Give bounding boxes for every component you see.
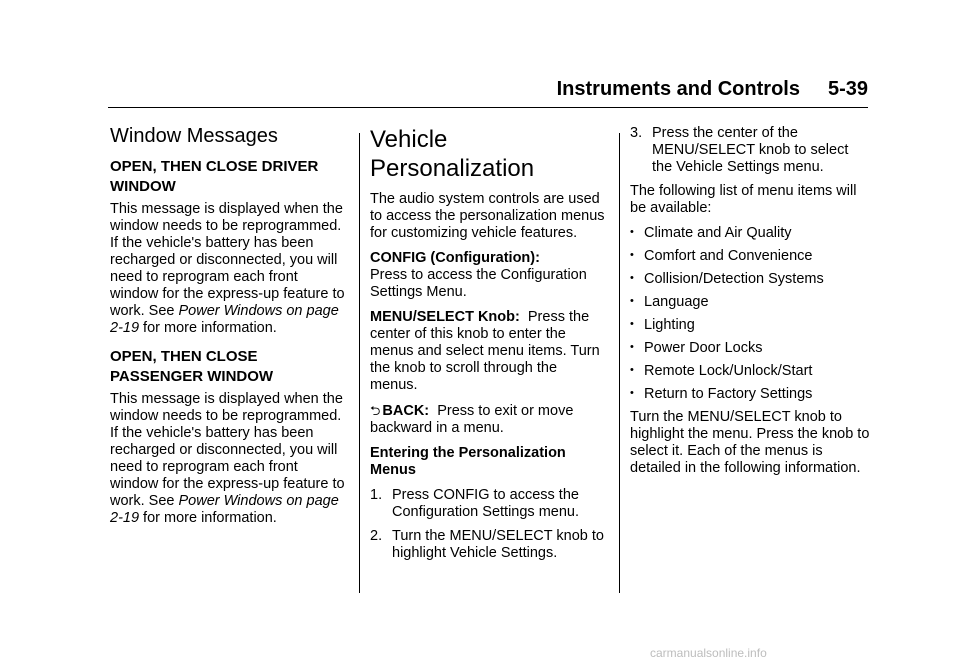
section-heading-vehicle-personalization: Vehicle Personalization bbox=[370, 126, 535, 182]
step-text: Press the center of the MENU/SELECT knob to select the Vehicle Settings menu. bbox=[652, 125, 849, 175]
list-item bbox=[370, 487, 608, 521]
msg1-body: This message is displayed when the window needs to be reprogrammed. If the vehicle's battery has been recharged or disconnected, you will need to reprogram each front window for the express-up feature to work. See bbox=[110, 201, 345, 319]
step-text: Turn the MENU/SELECT knob to highlight Vehicle Settings. bbox=[392, 528, 604, 561]
section-heading-window-messages: Window Messages bbox=[110, 125, 278, 147]
bullet-icon: • bbox=[630, 272, 634, 284]
knob-label: MENU/SELECT Knob: bbox=[370, 309, 520, 325]
column-divider-1 bbox=[359, 133, 360, 593]
msg2-paragraph bbox=[110, 391, 347, 527]
header-rule bbox=[108, 107, 868, 108]
back-label: BACK: bbox=[382, 403, 430, 419]
step-number: 1. bbox=[370, 487, 383, 503]
back-text: Press to exit or move backward in a menu. bbox=[370, 403, 574, 436]
bullet-icon: • bbox=[630, 295, 634, 307]
bullet-icon: • bbox=[630, 364, 634, 376]
list-item bbox=[630, 386, 870, 403]
watermark: carmanualsonline.info bbox=[650, 646, 767, 660]
bullet-icon: • bbox=[630, 341, 634, 353]
column-vehicle-personalization bbox=[370, 125, 608, 569]
msg2-cross-reference[interactable]: Power Windows on page 2-19 bbox=[110, 493, 339, 526]
column-menu-items bbox=[630, 125, 870, 485]
list-item bbox=[630, 125, 870, 176]
msg2-body: This message is displayed when the window needs to be reprogrammed. If the vehicle's battery has been recharged or disconnected, you will need to reprogram each front window for the express-up feature to work. See bbox=[110, 391, 345, 509]
list-item bbox=[630, 225, 870, 242]
list-item bbox=[630, 248, 870, 265]
back-arrow-icon: ⮌ bbox=[370, 403, 381, 418]
bullet-icon: • bbox=[630, 387, 634, 399]
msg1-cross-reference[interactable]: Power Windows on page 2-19 bbox=[110, 303, 339, 336]
config-label: CONFIG (Configuration): bbox=[370, 250, 540, 266]
list-outro: Turn the MENU/SELECT knob to highlight the menu. Press the knob to select it. Each of the menus is detailed in the following information. bbox=[630, 409, 870, 476]
steps-list-continued bbox=[630, 125, 870, 176]
msg1-paragraph bbox=[110, 201, 347, 337]
knob-paragraph bbox=[370, 309, 608, 394]
list-item bbox=[630, 317, 870, 334]
step-number: 2. bbox=[370, 528, 383, 544]
config-text: Press to access the Configuration Settings Menu. bbox=[370, 267, 587, 300]
step-number: 3. bbox=[630, 125, 643, 141]
column-divider-2 bbox=[619, 133, 620, 593]
section-title: Instruments and Controls bbox=[556, 78, 800, 100]
menu-item-label: Language bbox=[644, 294, 709, 310]
page-number: 5-39 bbox=[827, 78, 868, 100]
list-intro: The following list of menu items will be available: bbox=[630, 183, 857, 216]
list-item bbox=[370, 528, 608, 562]
list-item bbox=[630, 294, 870, 311]
list-item bbox=[630, 340, 870, 357]
menu-items-list bbox=[630, 225, 870, 403]
menu-item-label: Power Door Locks bbox=[644, 340, 763, 356]
menu-item-label: Collision/Detection Systems bbox=[644, 271, 824, 287]
menu-item-label: Comfort and Convenience bbox=[644, 248, 813, 264]
entering-heading: Entering the Personalization Menus bbox=[370, 445, 566, 478]
msg1-tail: for more information. bbox=[139, 320, 277, 336]
menu-item-label: Climate and Air Quality bbox=[644, 225, 792, 241]
vp-intro: The audio system controls are used to access the personalization menus for customizing vehicle features. bbox=[370, 191, 605, 241]
column-window-messages bbox=[110, 125, 347, 535]
bullet-icon: • bbox=[630, 318, 634, 330]
bullet-icon: • bbox=[630, 226, 634, 238]
msg1-heading: OPEN, THEN CLOSE DRIVER WINDOW bbox=[110, 158, 319, 195]
steps-list bbox=[370, 487, 608, 562]
bullet-icon: • bbox=[630, 249, 634, 261]
menu-item-label: Remote Lock/Unlock/Start bbox=[644, 363, 813, 379]
knob-text: Press the center of this knob to enter the menus and select menu items. Turn the knob to scroll through the menus. bbox=[370, 309, 600, 393]
menu-item-label: Return to Factory Settings bbox=[644, 386, 813, 402]
step-text: Press CONFIG to access the Configuration Settings menu. bbox=[392, 487, 579, 520]
msg2-heading: OPEN, THEN CLOSE PASSENGER WINDOW bbox=[110, 348, 274, 385]
list-item bbox=[630, 363, 870, 380]
page-header bbox=[108, 78, 868, 101]
config-paragraph bbox=[370, 250, 608, 301]
list-item bbox=[630, 271, 870, 288]
back-paragraph bbox=[370, 402, 608, 437]
msg2-tail: for more information. bbox=[139, 510, 277, 526]
menu-item-label: Lighting bbox=[644, 317, 695, 333]
